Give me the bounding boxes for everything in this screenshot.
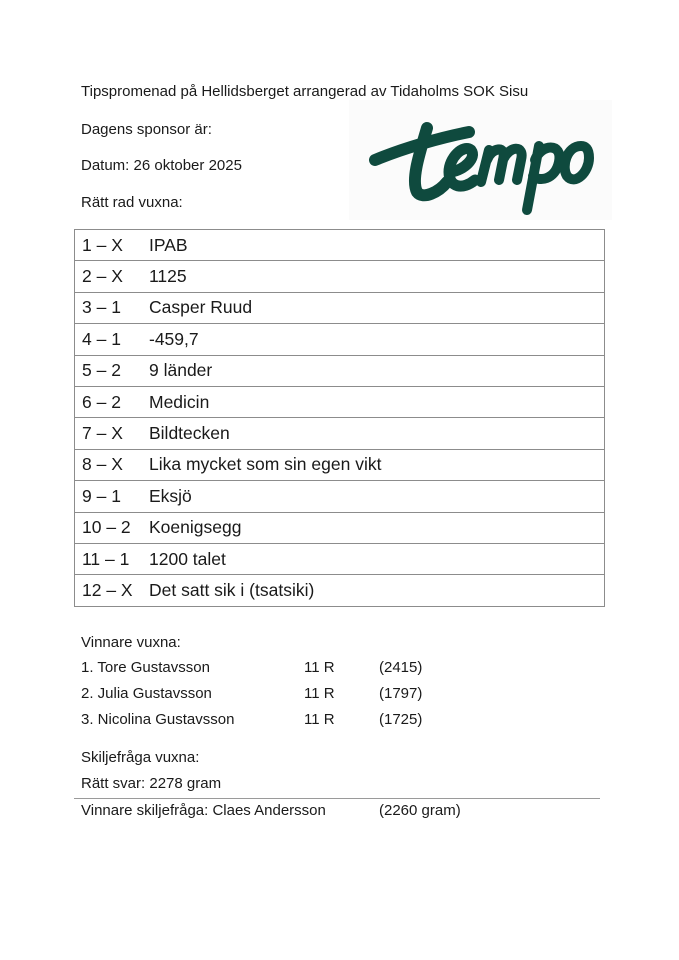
tiebreaker-correct-answer: Rätt svar: 2278 gram (81, 775, 222, 792)
winner-name: 3. Nicolina Gustavsson (81, 711, 235, 728)
answer-text: 1200 talet (149, 543, 605, 574)
question-number: 10 – 2 (75, 512, 150, 543)
answer-text: Lika mycket som sin egen vikt (149, 449, 605, 480)
answer-text: Det satt sik i (tsatsiki) (149, 575, 605, 606)
answer-text: IPAB (149, 230, 605, 261)
tiebreaker-winner-guess: (2260 gram) (379, 802, 461, 819)
answer-text: 1125 (149, 261, 605, 292)
winner-row (81, 659, 481, 679)
answer-row (75, 230, 605, 261)
question-number: 6 – 2 (75, 386, 150, 417)
answer-text: Medicin (149, 386, 605, 417)
answer-text: Casper Ruud (149, 292, 605, 323)
answer-text: Koenigsegg (149, 512, 605, 543)
sponsor-logo (349, 100, 612, 220)
winners-heading: Vinnare vuxna: (81, 634, 181, 651)
winner-tiebreak: (1797) (379, 685, 423, 702)
answer-text: -459,7 (149, 324, 605, 355)
question-number: 12 – X (75, 575, 150, 606)
winner-score: 11 R (304, 659, 335, 676)
correct-row-label: Rätt rad vuxna: (81, 194, 183, 211)
answer-row (75, 386, 605, 417)
document-title: Tipspromenad på Hellidsberget arrangerad av Tidaholms SOK Sisu (81, 83, 529, 100)
winner-name: 1. Tore Gustavsson (81, 659, 210, 676)
question-number: 8 – X (75, 449, 150, 480)
question-number: 2 – X (75, 261, 150, 292)
winner-score: 11 R (304, 685, 335, 702)
question-number: 11 – 1 (75, 543, 150, 574)
answer-row (75, 292, 605, 323)
answer-row (75, 355, 605, 386)
winner-tiebreak: (2415) (379, 659, 423, 676)
tempo-logo-icon (349, 100, 612, 220)
date-label: Datum: 26 oktober 2025 (81, 157, 242, 174)
question-number: 4 – 1 (75, 324, 150, 355)
answer-row (75, 512, 605, 543)
winner-name: 2. Julia Gustavsson (81, 685, 212, 702)
answer-row (75, 575, 605, 606)
tiebreaker-heading: Skiljefråga vuxna: (81, 749, 200, 766)
answer-row (75, 418, 605, 449)
answer-row (75, 543, 605, 574)
question-number: 1 – X (75, 230, 150, 261)
answers-table (74, 229, 605, 607)
winner-tiebreak: (1725) (379, 711, 423, 728)
question-number: 7 – X (75, 418, 150, 449)
winner-row (81, 711, 481, 731)
answer-row (75, 261, 605, 292)
answer-row (75, 324, 605, 355)
question-number: 9 – 1 (75, 481, 150, 512)
tiebreaker-winner: Vinnare skiljefråga: Claes Andersson (81, 802, 326, 819)
answer-row (75, 481, 605, 512)
answer-row (75, 449, 605, 480)
winner-score: 11 R (304, 711, 335, 728)
sponsor-label: Dagens sponsor är: (81, 121, 212, 138)
question-number: 3 – 1 (75, 292, 150, 323)
tiebreaker-winner-row (81, 802, 531, 822)
divider (74, 798, 600, 799)
answer-text: Eksjö (149, 481, 605, 512)
question-number: 5 – 2 (75, 355, 150, 386)
answer-text: Bildtecken (149, 418, 605, 449)
winner-row (81, 685, 481, 705)
answer-text: 9 länder (149, 355, 605, 386)
